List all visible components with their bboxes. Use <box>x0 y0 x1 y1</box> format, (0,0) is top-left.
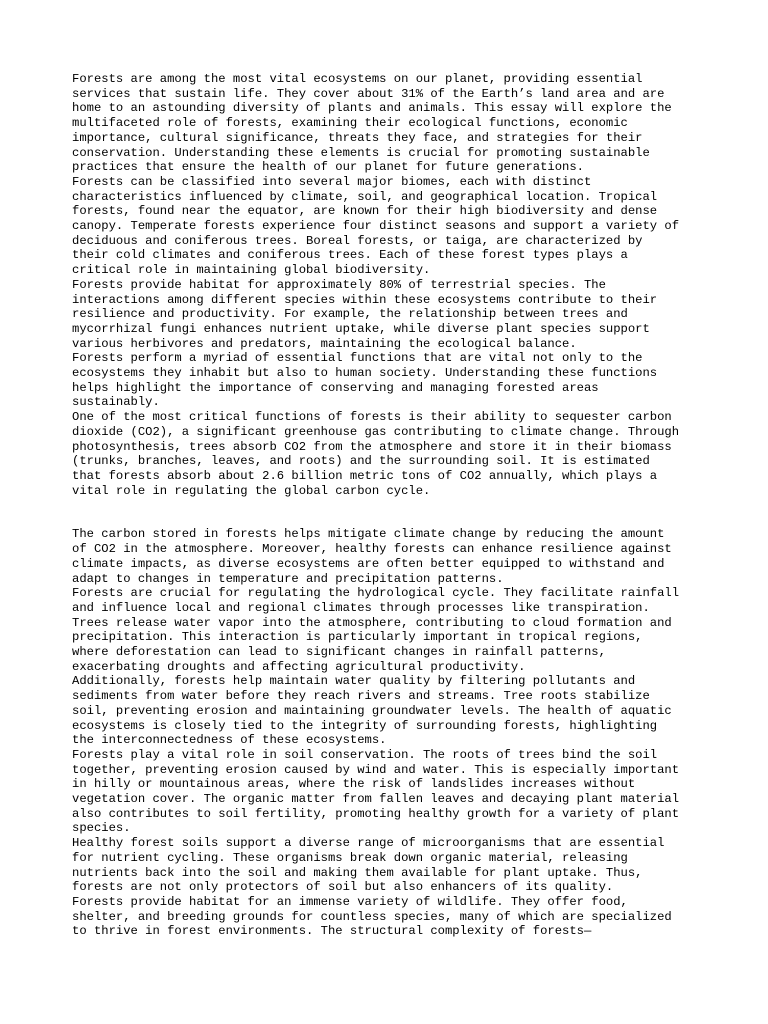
paragraph-carbon-sequestration: One of the most critical functions of forests is their ability to sequester carbon dioxide (CO2), a significant greenhouse gas contributing to climate change. Through photosynthesis, trees absorb CO2 from the atmosphere and store it in their biomass (trunks, branches, leaves, and roots) and the surrounding soil. It is estimated that forests absorb about 2.6 billion metric tons of CO2 annually, which plays a vital role in regulating the global carbon cycle. <box>72 410 680 498</box>
paragraph-climate-mitigation: The carbon stored in forests helps mitigate climate change by reducing the amount of CO2 in the atmosphere. Moreover, healthy forests can enhance resilience against climate impacts, as diverse ecosystems are often better equipped to withstand and adapt to changes in temperature and precipitation patterns. <box>72 527 672 586</box>
paragraph-essential-functions: Forests perform a myriad of essential functions that are vital not only to the ecosystems they inhabit but also to human society. Understanding these functions helps highlight the importance of conserving and managing forested areas sustainably. <box>72 351 658 410</box>
document-page <box>72 72 702 939</box>
paragraph-forest-biomes: Forests can be classified into several major biomes, each with distinct characteristics influenced by climate, soil, and geographical location. Tropical forests, found near the equator, are known for their high biodiversity and dense canopy. Temperate forests experience four distinct seasons and support a variety of deciduous and coniferous trees. Boreal forests, or taiga, are characterized by their cold climates and coniferous trees. Each of these forest types plays a critical role in maintaining global biodiversity. <box>72 174 680 278</box>
paragraph-soil-microorganisms: Healthy forest soils support a diverse range of microorganisms that are essential for nutrient cycling. These organisms break down organic material, releasing nutrients back into the soil and making them available for plant uptake. Thus, forests are not only protectors of soil but also enhancers of its quality. <box>72 836 665 895</box>
paragraph-introduction: Forests are among the most vital ecosystems on our planet, providing essential services that sustain life. They cover about 31% of the Earth’s land area and are home to an astounding diversity of plants and animals. This essay will explore the multifaceted role of forests, examining their ecological functions, economic importance, cultural significance, threats they face, and strategies for their conservation. Understanding these elements is crucial for promoting sustainable practices that ensure the health of our planet for future generations. <box>72 72 672 175</box>
paragraph-hydrological-cycle: Forests are crucial for regulating the hydrological cycle. They facilitate rainfall and influence local and regional climates through processes like transpiration. Trees release water vapor into the atmosphere, contributing to cloud formation and precipitation. This interaction is particularly important in tropical regions, where deforestation can lead to significant changes in rainfall patterns, exacerbating droughts and affecting agricultural productivity. <box>72 586 680 674</box>
paragraph-wildlife-habitat: Forests provide habitat for an immense variety of wildlife. They offer food, shelter, and breeding grounds for countless species, many of which are specialized to thrive in forest environments. The structural complexity of forests— <box>72 894 672 939</box>
paragraph-gap <box>72 498 702 527</box>
paragraph-soil-conservation: Forests play a vital role in soil conservation. The roots of trees bind the soil together, preventing erosion caused by wind and water. This is especially important in hilly or mountainous areas, where the risk of landslides increases without vegetation cover. The organic matter from fallen leaves and decaying plant material also contributes to soil fertility, promoting healthy growth for a variety of plant species. <box>72 747 680 836</box>
paragraph-habitat-species: Forests provide habitat for approximately 80% of terrestrial species. The interactions among different species within these ecosystems contribute to their resilience and productivity. For example, the relationship between trees and mycorrhizal fungi enhances nutrient uptake, while diverse plant species support various herbivores and predators, maintaining the ecological balance. <box>72 277 658 351</box>
paragraph-water-quality: Additionally, forests help maintain water quality by filtering pollutants and sediments from water before they reach rivers and streams. Tree roots stabilize soil, preventing erosion and maintaining groundwater levels. The health of aquatic ecosystems is closely tied to the integrity of surrounding forests, highlighting the interconnectedness of these ecosystems. <box>72 674 672 748</box>
